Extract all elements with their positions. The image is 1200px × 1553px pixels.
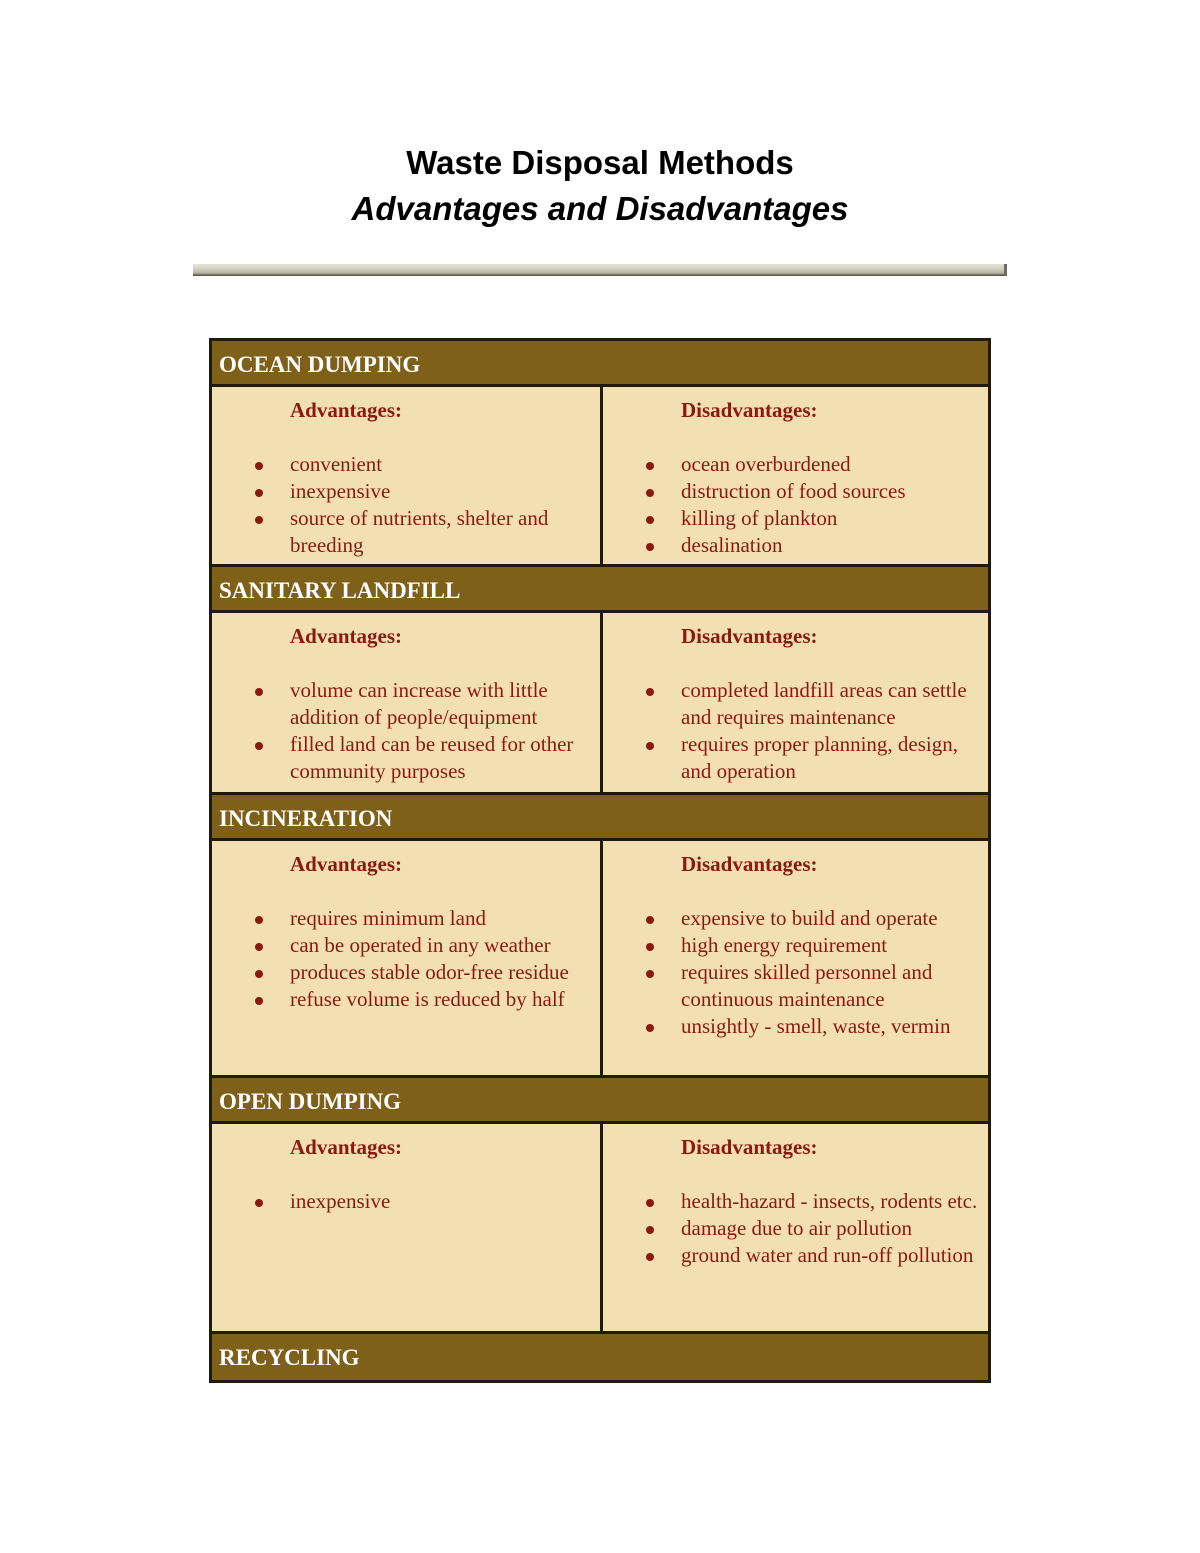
list-item: source of nutrients, shelter and breeding (224, 505, 594, 559)
list-item: inexpensive (224, 478, 594, 505)
list-item: damage due to air pollution (615, 1215, 982, 1242)
section-body (212, 387, 988, 567)
disadvantages-heading: Disadvantages: (681, 852, 818, 876)
list-item: expensive to build and operate (615, 905, 982, 932)
section-incineration (212, 795, 988, 1078)
list-item: high energy requirement (615, 932, 982, 959)
list-item: requires proper planning, design, and operation (615, 731, 982, 785)
advantages-heading: Advantages: (290, 852, 403, 876)
list-item: requires minimum land (224, 905, 594, 932)
advantages-heading: Advantages: (290, 1135, 403, 1159)
list-item: refuse volume is reduced by half (224, 986, 594, 1013)
section-ocean-dumping (212, 341, 988, 567)
section-body (212, 841, 988, 1078)
advantages-column (212, 841, 603, 1075)
advantages-list (224, 1188, 594, 1215)
disadvantages-column (603, 841, 988, 1075)
section-header: OPEN DUMPING (212, 1078, 988, 1124)
list-item: desalination (615, 532, 982, 559)
list-item: unsightly - smell, waste, vermin (615, 1013, 982, 1040)
section-recycling (212, 1334, 988, 1380)
list-item: ocean overburdened (615, 451, 982, 478)
section-body (212, 613, 988, 795)
disadvantages-list (615, 451, 982, 559)
disadvantages-list (615, 1188, 982, 1269)
list-item: ground water and run-off pollution (615, 1242, 982, 1269)
advantages-heading: Advantages: (290, 624, 403, 648)
disadvantages-list (615, 677, 982, 785)
disadvantages-heading: Disadvantages: (681, 624, 818, 648)
list-item: killing of plankton (615, 505, 982, 532)
advantages-list (224, 905, 594, 1013)
disadvantages-column (603, 613, 988, 792)
list-item: can be operated in any weather (224, 932, 594, 959)
advantages-column (212, 613, 603, 792)
list-item: produces stable odor-free residue (224, 959, 594, 986)
horizontal-rule (193, 264, 1007, 276)
list-item: distruction of food sources (615, 478, 982, 505)
advantages-heading: Advantages: (290, 398, 403, 422)
methods-table (209, 338, 991, 1383)
section-header: INCINERATION (212, 795, 988, 841)
list-item: requires skilled personnel and continuous maintenance (615, 959, 982, 1013)
list-item: convenient (224, 451, 594, 478)
disadvantages-heading: Disadvantages: (681, 398, 818, 422)
disadvantages-heading: Disadvantages: (681, 1135, 818, 1159)
list-item: filled land can be reused for other community purposes (224, 731, 594, 785)
advantages-list (224, 677, 594, 785)
disadvantages-list (615, 905, 982, 1040)
section-sanitary-landfill (212, 567, 988, 795)
list-item: inexpensive (224, 1188, 594, 1215)
list-item: volume can increase with little addition of people/equipment (224, 677, 594, 731)
advantages-column (212, 387, 603, 564)
disadvantages-column (603, 1124, 988, 1331)
section-header: SANITARY LANDFILL (212, 567, 988, 613)
list-item: health-hazard - insects, rodents etc. (615, 1188, 982, 1215)
page-title: Waste Disposal Methods (406, 144, 794, 181)
page-subtitle: Advantages and Disadvantages (351, 190, 849, 227)
advantages-list (224, 451, 594, 559)
section-header: RECYCLING (212, 1334, 988, 1380)
section-header: OCEAN DUMPING (212, 341, 988, 387)
title-block (0, 140, 1200, 232)
advantages-column (212, 1124, 603, 1331)
disadvantages-column (603, 387, 988, 564)
list-item: completed landfill areas can settle and requires maintenance (615, 677, 982, 731)
section-body (212, 1124, 988, 1334)
section-open-dumping (212, 1078, 988, 1334)
